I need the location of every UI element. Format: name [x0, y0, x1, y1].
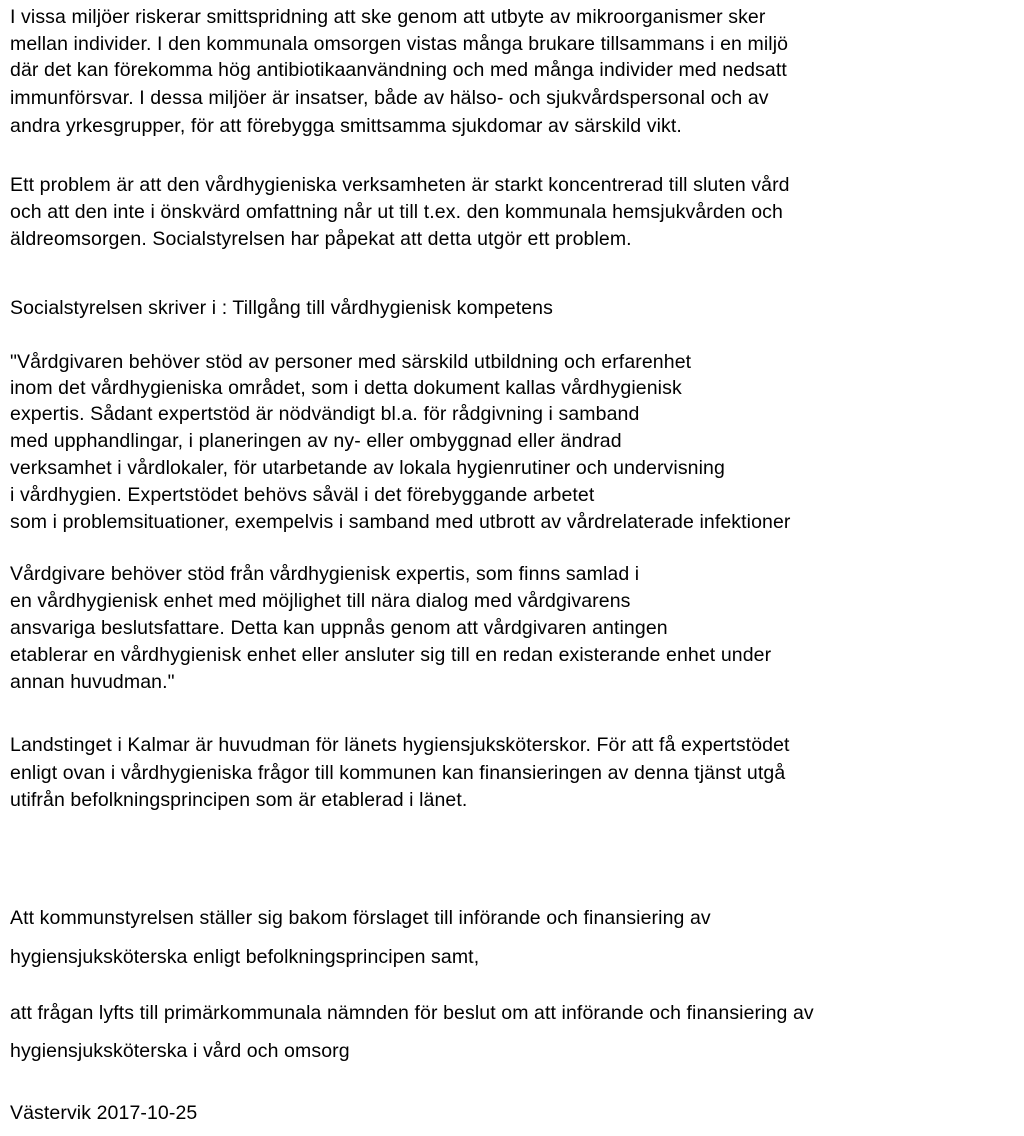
text-line: Vårdgivare behöver stöd från vårdhygienisk expertis, som finns samlad i — [10, 563, 640, 585]
text-line: äldreomsorgen. Socialstyrelsen har påpekat att detta utgör ett problem. — [10, 228, 632, 250]
text-line: med upphandlingar, i planeringen av ny- eller ombyggnad eller ändrad — [10, 430, 622, 452]
text-line: andra yrkesgrupper, för att förebygga smittsamma sjukdomar av särskild vikt. — [10, 115, 682, 137]
text-line: "Vårdgivaren behöver stöd av personer med särskild utbildning och erfarenhet — [10, 351, 692, 373]
text-line: som i problemsituationer, exempelvis i samband med utbrott av vårdrelaterade infektioner — [10, 511, 791, 533]
text-line: en vårdhygienisk enhet med möjlighet till nära dialog med vårdgivarens — [10, 590, 631, 612]
text-line: att frågan lyfts till primärkommunala nämnden för beslut om att införande och finansiering av — [10, 1002, 814, 1024]
text-line: annan huvudman." — [10, 671, 175, 693]
text-line: ansvariga beslutsfattare. Detta kan uppnås genom att vårdgivaren antingen — [10, 617, 668, 639]
text-line: immunförsvar. I dessa miljöer är insatser, både av hälso- och sjukvårdspersonal och av — [10, 87, 769, 109]
place-date: Västervik 2017-10-25 — [10, 1102, 198, 1124]
text-line: expertis. Sådant expertstöd är nödvändigt bl.a. för rådgivning i samband — [10, 403, 640, 425]
text-line: Socialstyrelsen skriver i : Tillgång till vårdhygienisk kompetens — [10, 297, 553, 319]
text-line: Landstinget i Kalmar är huvudman för länets hygiensjuksköterskor. För att få expertstödet — [10, 734, 790, 756]
text-line: utifrån befolkningsprincipen som är etablerad i länet. — [10, 789, 468, 811]
text-line: mellan individer. I den kommunala omsorgen vistas många brukare tillsammans i en miljö — [10, 33, 789, 55]
text-line: hygiensjuksköterska enligt befolkningsprincipen samt, — [10, 946, 480, 968]
text-line: där det kan förekomma hög antibiotikaanvändning och med många individer med nedsatt — [10, 59, 787, 81]
text-line: i vårdhygien. Expertstödet behövs såväl i det förebyggande arbetet — [10, 484, 595, 506]
text-line: enligt ovan i vårdhygieniska frågor till kommunen kan finansieringen av denna tjänst utgå — [10, 762, 786, 784]
text-line: I vissa miljöer riskerar smittspridning att ske genom att utbyte av mikroorganismer sker — [10, 6, 766, 28]
text-line: Ett problem är att den vårdhygieniska verksamheten är starkt koncentrerad till sluten vård — [10, 174, 790, 196]
text-line: och att den inte i önskvärd omfattning når ut till t.ex. den kommunala hemsjukvården och — [10, 201, 783, 223]
text-line: Att kommunstyrelsen ställer sig bakom förslaget till införande och finansiering av — [10, 907, 711, 929]
text-line: etablerar en vårdhygienisk enhet eller ansluter sig till en redan existerande enhet under — [10, 644, 772, 666]
text-line: verksamhet i vårdlokaler, för utarbetande av lokala hygienrutiner och undervisning — [10, 457, 725, 479]
text-line: inom det vårdhygieniska området, som i detta dokument kallas vårdhygienisk — [10, 377, 682, 399]
text-line: hygiensjuksköterska i vård och omsorg — [10, 1040, 350, 1062]
